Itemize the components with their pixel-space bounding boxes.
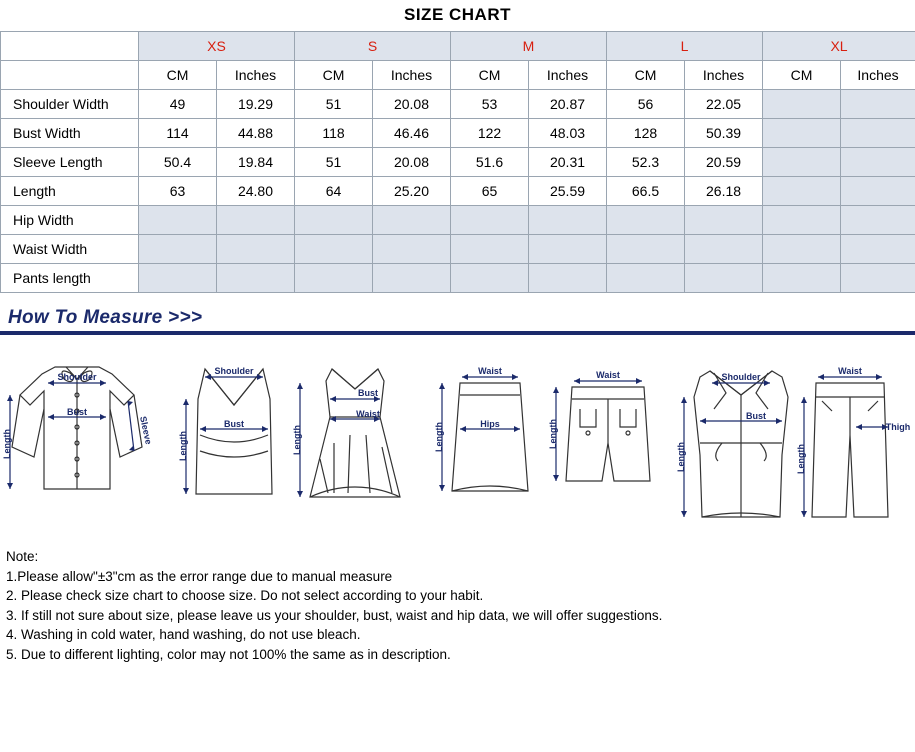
row-label-pants-length: Pants length [1,264,139,293]
svg-text:Shoulder: Shoulder [721,372,761,382]
cell-shoulder-width-xl-in [841,90,915,119]
cell-bust-width-xs-cm: 114 [139,119,217,148]
table-corner-cell [1,32,139,61]
figure-skirt [434,366,528,491]
cell-bust-width-l-cm: 128 [607,119,685,148]
cell-waist-width-m-in [529,235,607,264]
cell-waist-width-m-cm [451,235,529,264]
size-header-m: M [451,32,607,61]
figure-camisole [178,366,272,494]
cell-length-xl-cm [763,177,841,206]
svg-text:Sleeve: Sleeve [138,415,154,446]
cell-waist-width-xl-in [841,235,915,264]
how-to-measure-band [0,307,915,339]
cell-shoulder-width-xs-in: 19.29 [217,90,295,119]
table-row [1,90,915,119]
cell-length-m-cm: 65 [451,177,529,206]
figure-coat [676,371,788,517]
cell-hip-width-l-cm [607,206,685,235]
cell-bust-width-xs-in: 44.88 [217,119,295,148]
figure-blouse [2,367,154,489]
cell-pants-length-s-in [373,264,451,293]
table-row [1,206,915,235]
cell-waist-width-xs-cm [139,235,217,264]
note-line-5: 5. Due to different lighting, color may not 100% the same as in description. [6,646,451,662]
cell-length-xl-in [841,177,915,206]
note-line-4: 4. Washing in cold water, hand washing, do not use bleach. [6,627,361,642]
cell-waist-width-xs-in [217,235,295,264]
cell-shoulder-width-l-cm: 56 [607,90,685,119]
cell-hip-width-m-in [529,206,607,235]
table-row [1,264,915,293]
cell-sleeve-length-s-cm: 51 [295,148,373,177]
figure-shorts [548,370,650,481]
figure-pants [796,366,910,517]
unit-header-l-cm: CM [607,61,685,90]
cell-waist-width-s-cm [295,235,373,264]
unit-header-m-cm: CM [451,61,529,90]
unit-corner-cell [1,61,139,90]
size-header-xs: XS [139,32,295,61]
cell-bust-width-m-in: 48.03 [529,119,607,148]
svg-text:Length: Length [434,422,444,452]
svg-text:Bust: Bust [224,419,244,429]
cell-sleeve-length-l-in: 20.59 [685,148,763,177]
size-chart-table [0,31,915,293]
how-to-measure-label: How To Measure >>> [8,307,203,328]
cell-bust-width-l-in: 50.39 [685,119,763,148]
size-header-l: L [607,32,763,61]
cell-pants-length-l-in [685,264,763,293]
cell-pants-length-l-cm [607,264,685,293]
cell-bust-width-xl-cm [763,119,841,148]
cell-pants-length-m-in [529,264,607,293]
svg-text:Waist: Waist [838,366,862,376]
cell-hip-width-xl-in [841,206,915,235]
cell-length-l-in: 26.18 [685,177,763,206]
svg-text:Hips: Hips [480,419,500,429]
table-row [1,177,915,206]
cell-shoulder-width-m-in: 20.87 [529,90,607,119]
table-row [1,119,915,148]
cell-shoulder-width-s-cm: 51 [295,90,373,119]
cell-sleeve-length-s-in: 20.08 [373,148,451,177]
cell-shoulder-width-xs-cm: 49 [139,90,217,119]
size-header-xl: XL [763,32,915,61]
unit-header-xs-in: Inches [217,61,295,90]
cell-length-s-in: 25.20 [373,177,451,206]
cell-pants-length-xs-cm [139,264,217,293]
cell-length-m-in: 25.59 [529,177,607,206]
cell-shoulder-width-l-in: 22.05 [685,90,763,119]
svg-text:Shoulder: Shoulder [214,366,254,376]
cell-hip-width-m-cm [451,206,529,235]
svg-text:Length: Length [2,429,12,459]
table-header-units [1,61,915,90]
cell-pants-length-s-cm [295,264,373,293]
row-label-sleeve-length: Sleeve Length [1,148,139,177]
cell-length-s-cm: 64 [295,177,373,206]
cell-pants-length-m-cm [451,264,529,293]
cell-bust-width-xl-in [841,119,915,148]
cell-bust-width-s-in: 46.46 [373,119,451,148]
cell-sleeve-length-m-cm: 51.6 [451,148,529,177]
unit-header-s-cm: CM [295,61,373,90]
cell-bust-width-s-cm: 118 [295,119,373,148]
cell-pants-length-xl-cm [763,264,841,293]
row-label-hip-width: Hip Width [1,206,139,235]
cell-hip-width-xs-cm [139,206,217,235]
table-row [1,148,915,177]
svg-text:Length: Length [676,442,686,472]
cell-sleeve-length-xl-cm [763,148,841,177]
cell-length-xs-in: 24.80 [217,177,295,206]
svg-text:Length: Length [178,431,188,461]
row-label-shoulder-width: Shoulder Width [1,90,139,119]
unit-header-xs-cm: CM [139,61,217,90]
figure-dress [292,369,400,497]
size-header-s: S [295,32,451,61]
cell-pants-length-xl-in [841,264,915,293]
cell-bust-width-m-cm: 122 [451,119,529,148]
cell-length-xs-cm: 63 [139,177,217,206]
cell-length-l-cm: 66.5 [607,177,685,206]
cell-hip-width-xl-cm [763,206,841,235]
svg-text:Bust: Bust [358,388,378,398]
cell-waist-width-l-cm [607,235,685,264]
svg-text:Shoulder: Shoulder [57,372,97,382]
row-label-length: Length [1,177,139,206]
svg-text:Length: Length [796,444,806,474]
svg-text:Length: Length [548,419,558,449]
svg-text:Waist: Waist [596,370,620,380]
svg-text:Waist: Waist [356,409,380,419]
unit-header-s-in: Inches [373,61,451,90]
unit-header-m-in: Inches [529,61,607,90]
row-label-waist-width: Waist Width [1,235,139,264]
cell-pants-length-xs-in [217,264,295,293]
unit-header-xl-cm: CM [763,61,841,90]
cell-hip-width-s-cm [295,206,373,235]
unit-header-xl-in: Inches [841,61,915,90]
note-line-1: 1.Please allow"±3"cm as the error range due to manual measure [6,568,393,584]
svg-text:Bust: Bust [67,407,87,417]
cell-hip-width-s-in [373,206,451,235]
how-to-measure-divider [0,331,915,335]
cell-shoulder-width-xl-cm [763,90,841,119]
table-header-sizes [1,32,915,61]
row-label-bust-width: Bust Width [1,119,139,148]
notes-heading: Note: [6,549,39,564]
cell-sleeve-length-l-cm: 52.3 [607,148,685,177]
note-line-3: 3. If still not sure about size, please leave us your shoulder, bust, waist and hip data, we will offer suggestions. [6,607,663,623]
note-line-2: 2. Please check size chart to choose size. Do not select according to your habit. [6,588,484,603]
svg-text:Waist: Waist [478,366,502,376]
cell-sleeve-length-m-in: 20.31 [529,148,607,177]
svg-text:Bust: Bust [746,411,766,421]
cell-sleeve-length-xs-cm: 50.4 [139,148,217,177]
table-row [1,235,915,264]
unit-header-l-in: Inches [685,61,763,90]
measurement-figures [0,339,915,539]
cell-sleeve-length-xs-in: 19.84 [217,148,295,177]
cell-sleeve-length-xl-in [841,148,915,177]
cell-shoulder-width-s-in: 20.08 [373,90,451,119]
cell-hip-width-l-in [685,206,763,235]
cell-hip-width-xs-in [217,206,295,235]
cell-waist-width-l-in [685,235,763,264]
notes-block [0,539,915,664]
cell-waist-width-s-in [373,235,451,264]
svg-text:Length: Length [292,425,302,455]
cell-shoulder-width-m-cm: 53 [451,90,529,119]
svg-text:Thigh: Thigh [885,422,911,432]
page-title: SIZE CHART [404,5,511,24]
cell-waist-width-xl-cm [763,235,841,264]
